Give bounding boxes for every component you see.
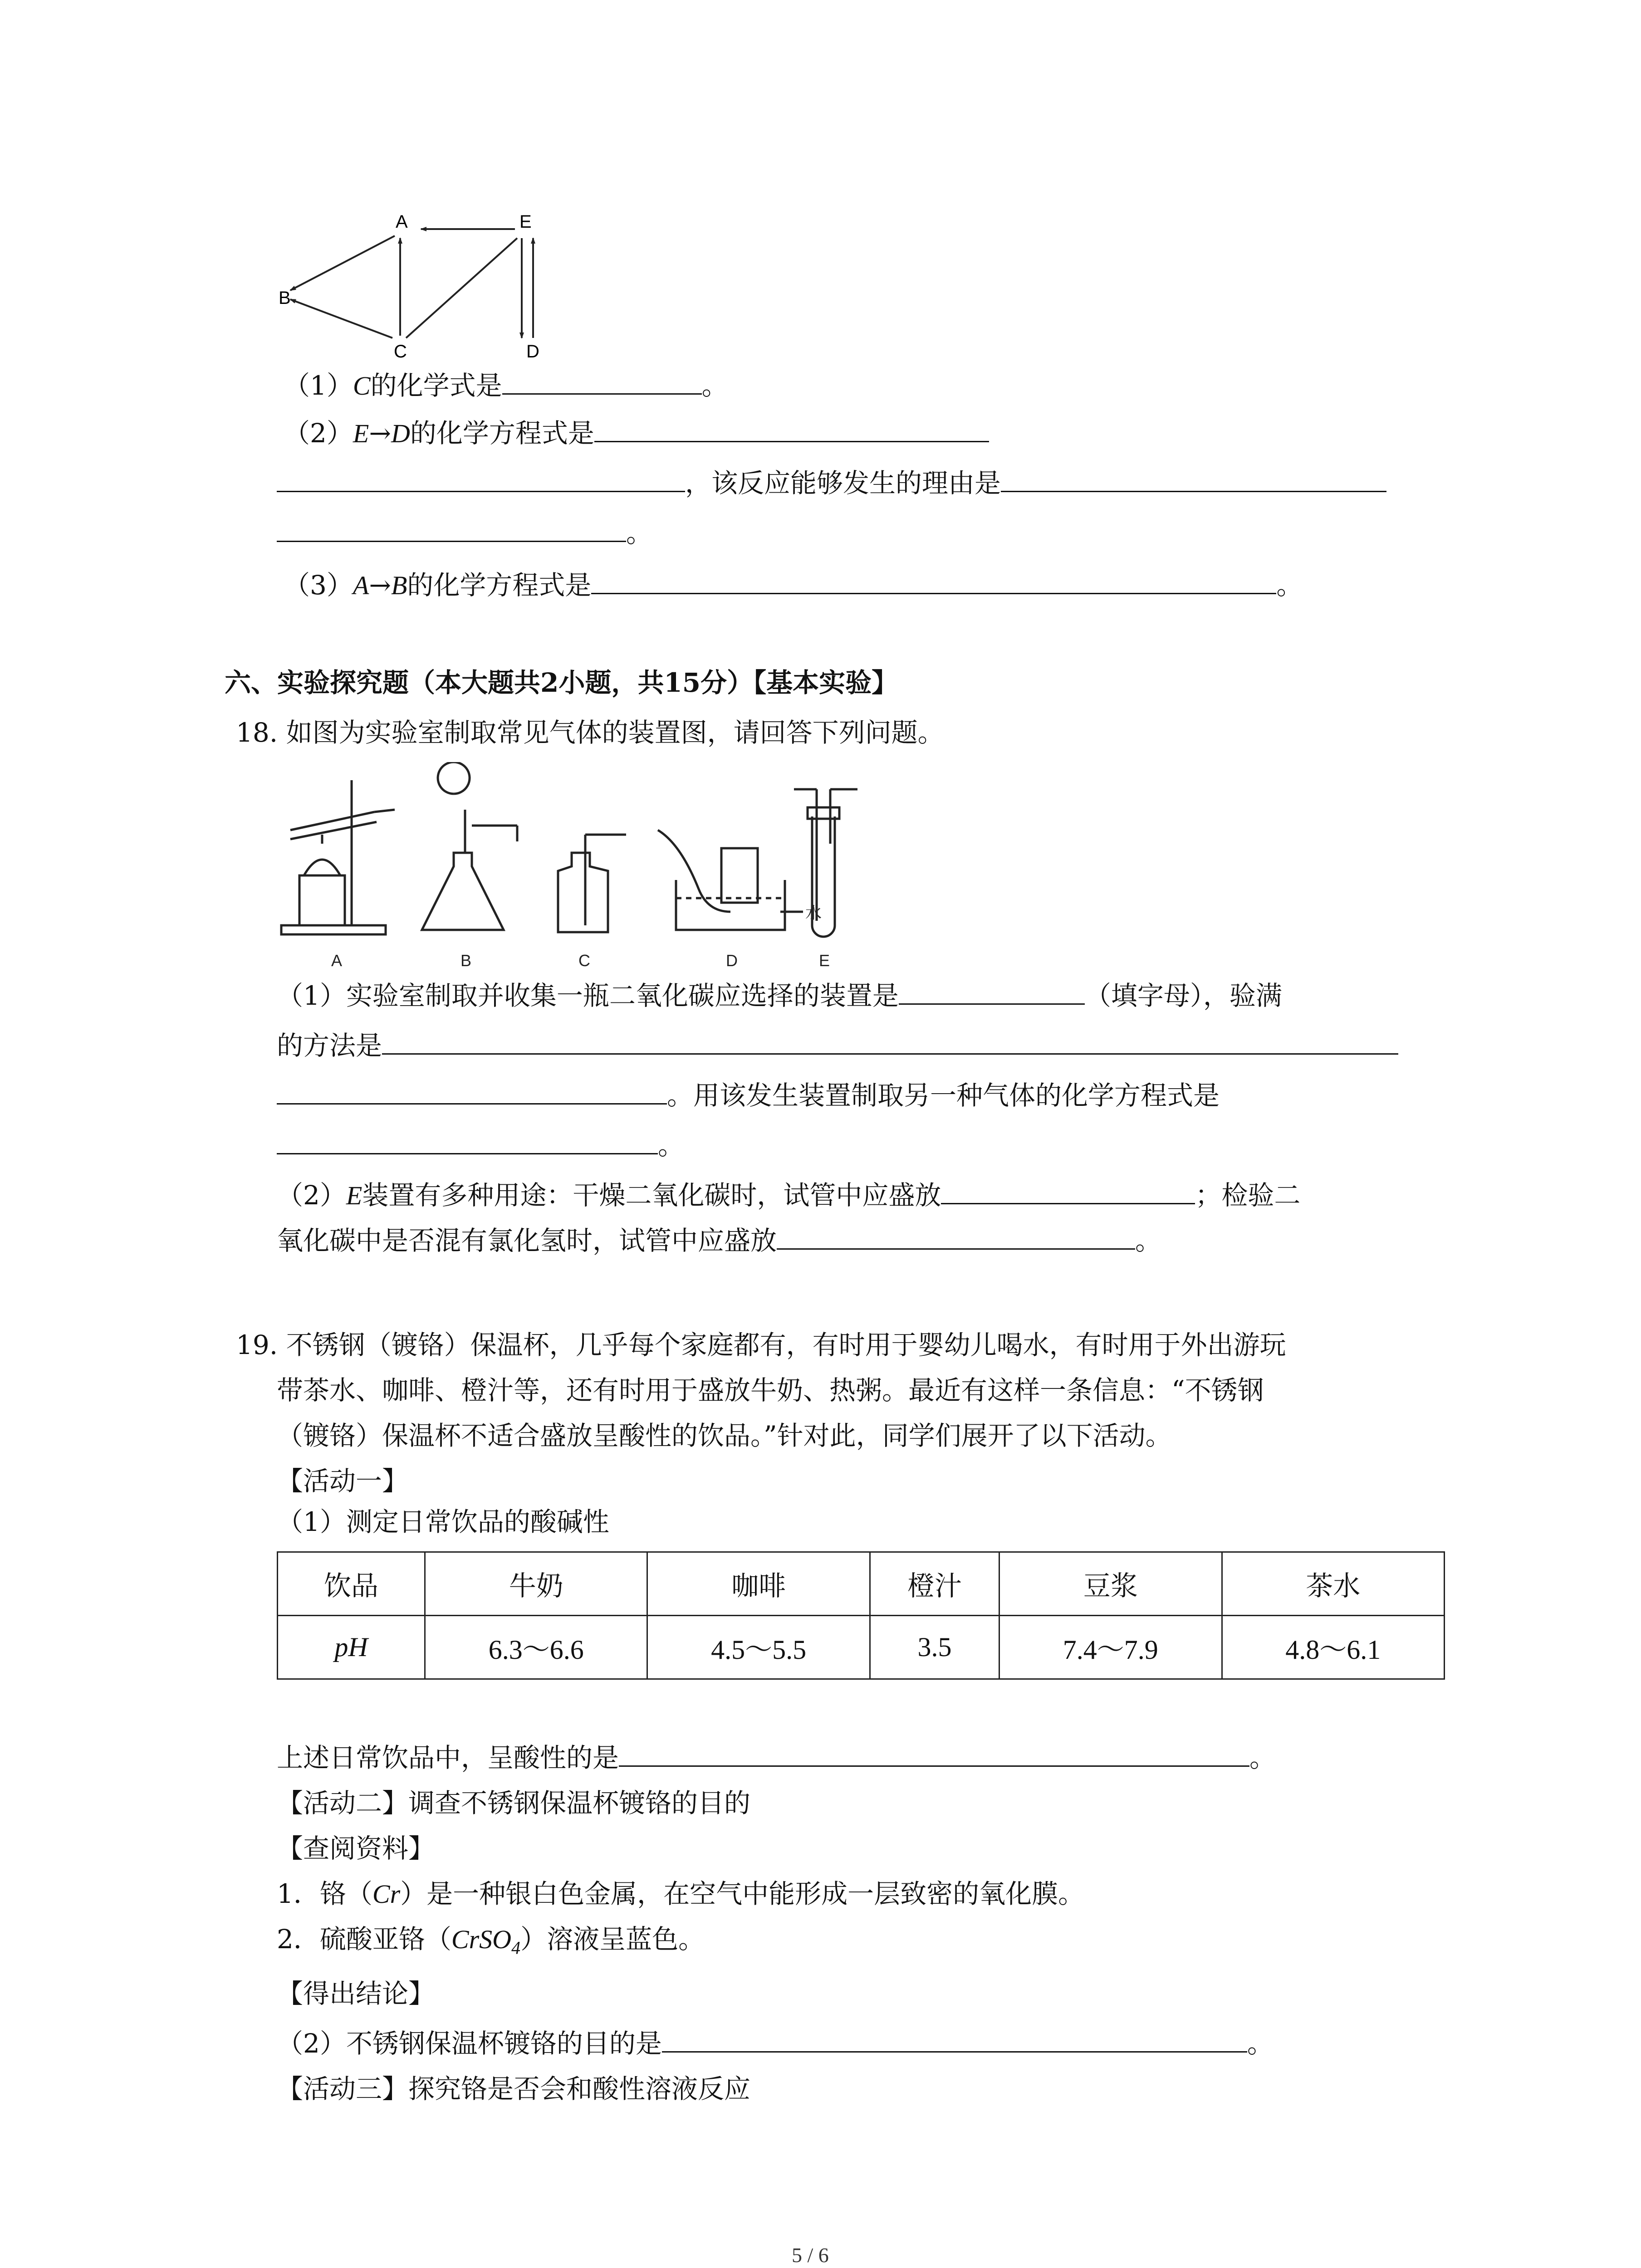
apparatus-c-gas-bottle: [558, 835, 626, 932]
table-row: [278, 1552, 1445, 1616]
table-header-cell: 咖啡: [647, 1552, 870, 1616]
reference-item-1: 1．铬（Cr）是一种银白色金属，在空气中能形成一层致密的氧化膜。: [277, 1878, 1085, 1909]
page-number: 5 / 6: [792, 2244, 829, 2267]
apparatus-label-c: C: [578, 951, 590, 970]
answer-blank[interactable]: [777, 1225, 1135, 1250]
q18-part1-line2: 的方法是: [277, 1030, 1398, 1061]
answer-blank[interactable]: [277, 467, 685, 492]
node-a: A: [396, 213, 408, 232]
answer-blank[interactable]: [382, 1030, 1398, 1055]
table-header-cell: 豆浆: [999, 1552, 1222, 1616]
table-header-cell: 牛奶: [425, 1552, 647, 1616]
q18-part2-line1: （2）E装置有多种用途：干燥二氧化碳时，试管中应盛放 ；检验二: [277, 1180, 1301, 1211]
q18-part1-line4: 。: [277, 1129, 684, 1161]
answer-blank[interactable]: [277, 1080, 667, 1105]
q17-part2-line2: ，该反应能够发生的理由是: [277, 467, 1386, 499]
q17-part2: （2）E→D的化学方程式是: [284, 417, 989, 450]
arrow-c-to-b: [290, 299, 392, 338]
answer-blank[interactable]: [591, 569, 1276, 594]
answer-blank[interactable]: [502, 370, 702, 395]
answer-blank[interactable]: [662, 2028, 1247, 2053]
conclusion-heading: 【得出结论】: [277, 1978, 435, 2009]
apparatus-e-test-tube: [794, 789, 857, 937]
activity-1-heading: 【活动一】: [277, 1466, 409, 1496]
acid-question: 上述日常饮品中，呈酸性的是 。: [277, 1742, 1276, 1773]
q19-part1: （1）测定日常饮品的酸碱性: [277, 1506, 609, 1537]
arrow-a-to-b: [290, 236, 395, 290]
table-row: [278, 1616, 1445, 1679]
answer-blank[interactable]: [619, 1742, 1249, 1767]
reference-heading: 【查阅资料】: [277, 1833, 435, 1864]
apparatus-label-d: D: [726, 951, 738, 970]
q19-stem-line1: 19. 不锈钢（镀铬）保温杯，几乎每个家庭都有，有时用于婴幼儿喝水，有时用于外出游玩: [236, 1330, 1286, 1360]
node-b: B: [279, 288, 291, 308]
q18-part1-line3: 。用该发生装置制取另一种气体的化学方程式是: [277, 1080, 1220, 1111]
q18-part1-line1: （1）实验室制取并收集一瓶二氧化碳应选择的装置是 （填字母），验满: [277, 980, 1282, 1011]
q19-part2: （2）不锈钢保温杯镀铬的目的是 。: [277, 2028, 1274, 2059]
q17-part1: （1）C的化学式是 。: [284, 370, 728, 401]
section-title: 六、实验探究题（本大题共2小题，共15分）【基本实验】: [225, 667, 898, 698]
node-c: C: [394, 342, 407, 362]
table-header-cell: 饮品: [278, 1552, 425, 1616]
apparatus-a-heating-setup: [281, 780, 395, 934]
line-c-to-e: [406, 238, 517, 338]
activity-3-heading: 【活动三】探究铬是否会和酸性溶液反应: [277, 2073, 751, 2104]
answer-blank[interactable]: [899, 980, 1085, 1005]
table-header-cell: 橙汁: [870, 1552, 999, 1616]
table-cell: 4.8～6.1: [1222, 1616, 1445, 1679]
reference-item-2: 2．硫酸亚铬（CrSO$_4$）溶液呈蓝色。: [277, 1924, 705, 1958]
activity-2-heading: 【活动二】调查不锈钢保温杯镀铬的目的: [277, 1788, 751, 1818]
apparatus-label-e: E: [819, 951, 830, 970]
water-label: 水: [805, 904, 822, 923]
ph-table: [277, 1551, 1445, 1680]
apparatus-d-water-trough: [658, 830, 803, 930]
table-cell: 4.5～5.5: [647, 1616, 870, 1679]
apparatus-b-conical-flask: [422, 762, 517, 930]
reaction-relationship-diagram: [277, 213, 558, 363]
answer-blank[interactable]: [594, 417, 989, 442]
q17-part3: （3）A→B的化学方程式是 。: [284, 570, 1303, 601]
answer-blank[interactable]: [1001, 467, 1386, 492]
node-d: D: [526, 342, 539, 362]
table-cell: 6.3～6.6: [425, 1616, 647, 1679]
q19-stem-line2: 带茶水、咖啡、橙汁等，还有时用于盛放牛奶、热粥。最近有这样一条信息：“不锈钢: [277, 1375, 1264, 1406]
table-cell: 7.4～7.9: [999, 1616, 1222, 1679]
apparatus-label-b: B: [460, 951, 472, 970]
q18-stem: 18. 如图为实验室制取常见气体的装置图，请回答下列问题。: [236, 717, 944, 748]
q19-stem-line3: （镀铬）保温杯不适合盛放呈酸性的饮品。”针对此，同学们展开了以下活动。: [277, 1420, 1172, 1451]
lab-apparatus-figure: [272, 762, 907, 980]
answer-blank[interactable]: [277, 517, 626, 542]
q18-part2-line2: 氧化碳中是否混有氯化氢时，试管中应盛放 。: [277, 1225, 1162, 1256]
q17-part2-line3: 。: [277, 517, 652, 549]
answer-blank[interactable]: [277, 1129, 658, 1154]
table-header-cell: 茶水: [1222, 1552, 1445, 1616]
answer-blank[interactable]: [941, 1179, 1195, 1204]
table-row-label: pH: [278, 1616, 425, 1679]
table-cell: 3.5: [870, 1616, 999, 1679]
node-e: E: [519, 213, 532, 232]
apparatus-label-a: A: [331, 951, 343, 970]
